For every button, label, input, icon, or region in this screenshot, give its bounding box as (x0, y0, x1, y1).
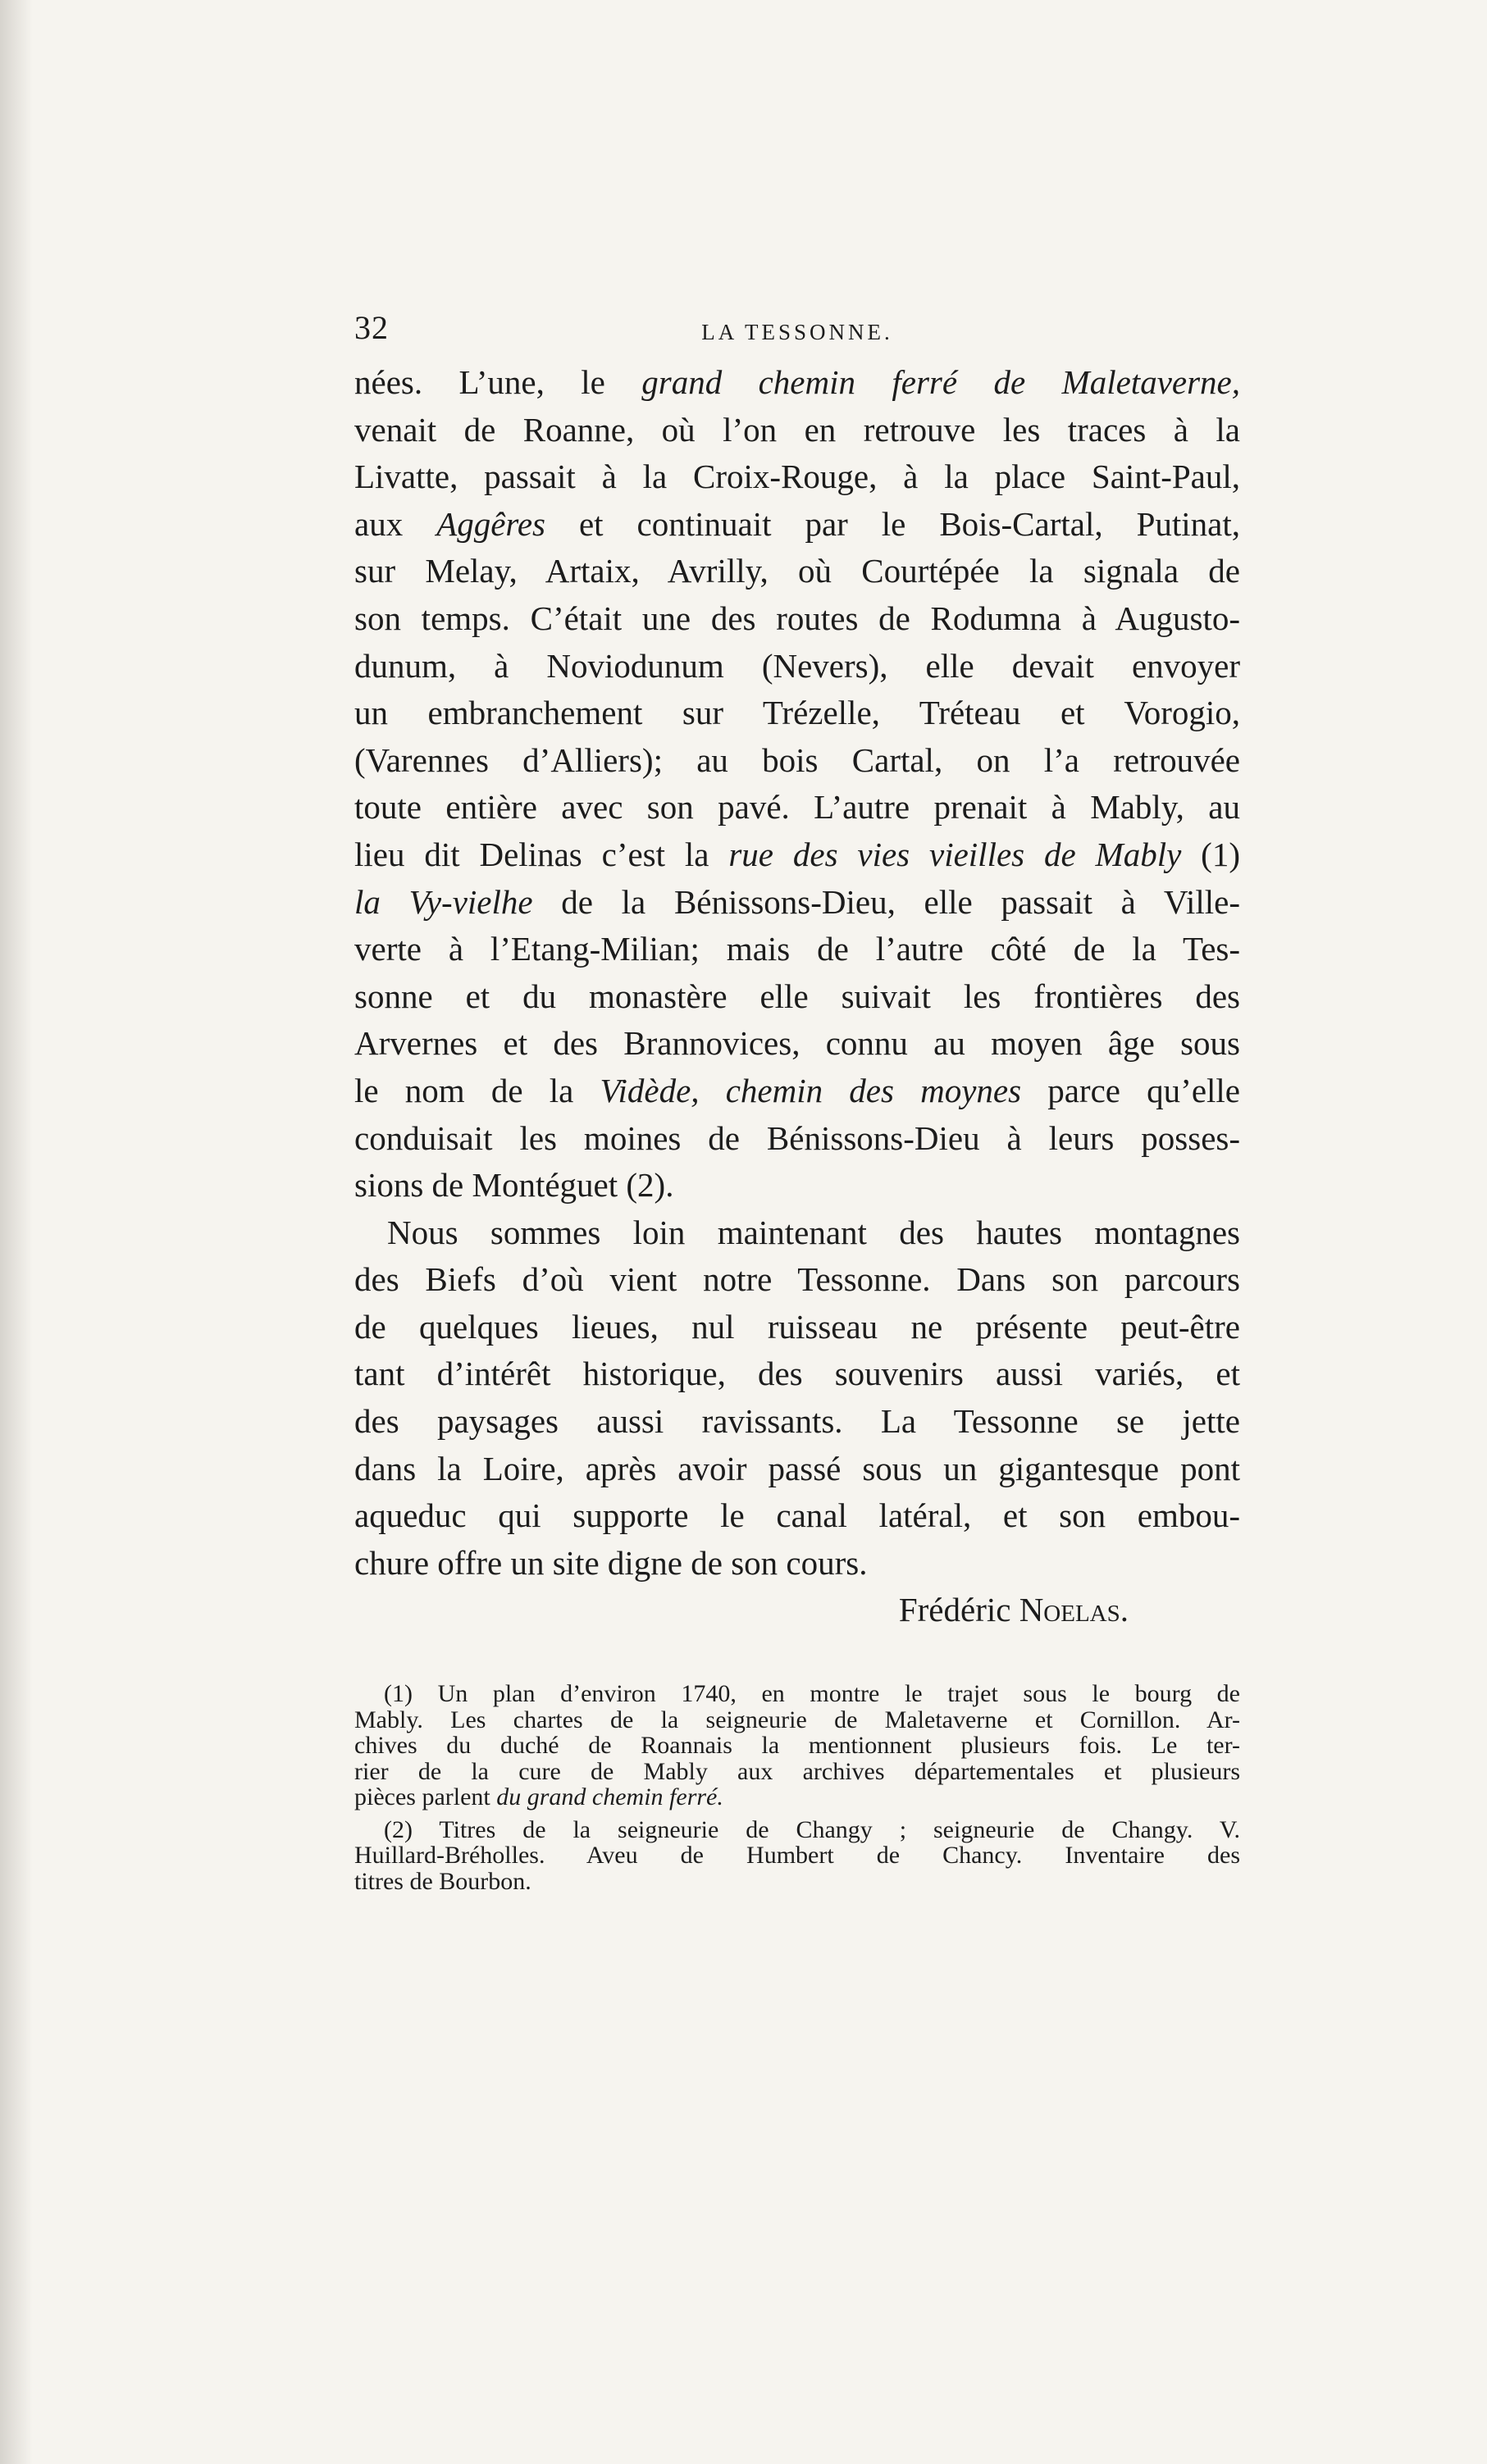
footnote-2 (354, 1817, 1240, 1895)
text-line (354, 1068, 1240, 1115)
text-line (354, 1817, 1240, 1843)
text-segment: des Biefs d’où vient notre Tessonne. Dans son parcours (354, 1260, 1240, 1299)
text-line (354, 643, 1240, 690)
text-line (354, 1398, 1240, 1446)
text-segment: sonne et du monastère elle suivait les frontières des (354, 977, 1240, 1015)
text-segment: Mably. Les chartes de la seigneurie de Maletaverne et Cornillon. Ar- (354, 1706, 1240, 1733)
paragraph-2 (354, 1209, 1240, 1587)
text-segment: tant d’intérêt historique, des souvenirs aussi variés, et (354, 1355, 1240, 1393)
text-line (354, 879, 1240, 927)
text-segment: dunum, à Noviodunum (Nevers), elle devait envoyer (354, 646, 1240, 685)
text-line (354, 1784, 1240, 1810)
text-line (354, 359, 1240, 407)
text-line (354, 1869, 1240, 1895)
text-segment: aux (354, 504, 437, 543)
page-edge-shadow (0, 0, 33, 2464)
text-segment: un embranchement sur Trézelle, Tréteau et Vorogio, (354, 694, 1240, 732)
text-line (354, 1115, 1240, 1163)
text-line (354, 1209, 1240, 1257)
italic-text: grand chemin ferré de Maletaverne, (641, 363, 1240, 401)
text-line (354, 1304, 1240, 1351)
text-segment: rier de la cure de Mably aux archives départementales et plusieurs (354, 1757, 1240, 1785)
italic-text: la Vy-vielhe (354, 882, 533, 921)
author-first-name: Frédéric (898, 1591, 1011, 1629)
text-segment: des paysages aussi ravissants. La Tessonne se jette (354, 1402, 1240, 1441)
text-line (354, 1162, 1240, 1209)
text-segment: chure offre un site digne de son cours. (354, 1543, 868, 1582)
text-segment: Huillard-Bréholles. Aveu de Humbert de Chancy. Inventaire des (354, 1842, 1240, 1869)
footnote-1 (354, 1681, 1240, 1810)
italic-text: Vidède, chemin des moynes (600, 1071, 1022, 1109)
text-line (354, 1733, 1240, 1759)
text-segment: de la Bénissons-Dieu, elle passait à Ville- (532, 882, 1240, 921)
text-line (354, 1446, 1240, 1493)
text-segment: nées. L’une, le (354, 363, 642, 401)
text-segment: le nom de la (354, 1071, 600, 1109)
text-line (354, 548, 1240, 595)
text-segment: conduisait les moines de Bénissons-Dieu à leurs posses- (354, 1118, 1240, 1157)
text-line (354, 690, 1240, 737)
text-segment: Arvernes et des Brannovices, connu au moyen âge sous (354, 1024, 1240, 1063)
text-segment: lieu dit Delinas c’est la (354, 835, 729, 873)
text-segment: son temps. C’était une des routes de Rodumna à Augusto- (354, 599, 1240, 637)
text-line (354, 1020, 1240, 1068)
text-segment: Livatte, passait à la Croix-Rouge, à la place Saint-Paul, (354, 458, 1240, 496)
text-line (354, 973, 1240, 1021)
text-line (354, 1540, 1240, 1587)
text-segment: (1) (1181, 835, 1240, 873)
text-segment: (2) Titres de la seigneurie de Changy ; seigneurie de Changy. V. (384, 1815, 1240, 1843)
text-line (354, 1350, 1240, 1398)
text-line (354, 1842, 1240, 1869)
text-segment: (Varennes d’Alliers); au bois Cartal, on l’a retrouvée (354, 740, 1240, 779)
author-last-name: Noelas. (1019, 1591, 1129, 1629)
italic-text: du grand chemin ferré. (496, 1783, 723, 1810)
text-line (354, 1707, 1240, 1733)
text-segment: parce qu’elle (1021, 1071, 1240, 1109)
paragraph-1 (354, 359, 1240, 1209)
text-segment: titres de Bourbon. (354, 1867, 531, 1895)
text-line (354, 595, 1240, 643)
text-line (354, 926, 1240, 973)
text-segment: pièces parlent (354, 1783, 497, 1810)
running-head: LA TESSONNE. (701, 320, 893, 344)
text-line (354, 501, 1240, 549)
body-text (354, 359, 1240, 1634)
page-header (354, 308, 1240, 358)
text-segment: et continuait par le Bois-Cartal, Putinat, (545, 504, 1241, 543)
text-segment: verte à l’Etang-Milian; mais de l’autre côté de la Tes- (354, 930, 1240, 968)
text-segment: de quelques lieues, nul ruisseau ne présente peut-être (354, 1307, 1240, 1346)
text-line (354, 1256, 1240, 1304)
text-line (354, 1759, 1240, 1785)
text-line (354, 831, 1240, 879)
text-segment: (1) Un plan d’environ 1740, en montre le trajet sous le bourg de (384, 1680, 1240, 1707)
text-segment: chives du duché de Roannais la mentionnent plusieurs fois. Le ter- (354, 1732, 1240, 1759)
text-line (354, 407, 1240, 454)
italic-text: rue des vies vieilles de Mably (728, 835, 1182, 873)
text-segment: venait de Roanne, où l’on en retrouve les traces à la (354, 410, 1240, 449)
text-segment: Nous sommes loin maintenant des hautes montagnes (387, 1213, 1240, 1251)
text-line (354, 1681, 1240, 1707)
text-segment: dans la Loire, après avoir passé sous un gigantesque pont (354, 1449, 1240, 1487)
text-line (354, 1492, 1240, 1540)
text-segment: toute entière avec son pavé. L’autre prenait à Mably, au (354, 788, 1240, 827)
text-line (354, 737, 1240, 785)
text-segment: aqueduc qui supporte le canal latéral, et son embou- (354, 1496, 1240, 1535)
text-segment: sur Melay, Artaix, Avrilly, où Courtépée la signala de (354, 552, 1240, 590)
page-number: 32 (354, 309, 389, 346)
text-segment: sions de Montéguet (2). (354, 1166, 674, 1205)
text-line (354, 784, 1240, 831)
italic-text: Aggêres (436, 504, 546, 543)
author-signature (354, 1587, 1240, 1634)
footnotes (354, 1681, 1240, 1901)
text-line (354, 453, 1240, 501)
